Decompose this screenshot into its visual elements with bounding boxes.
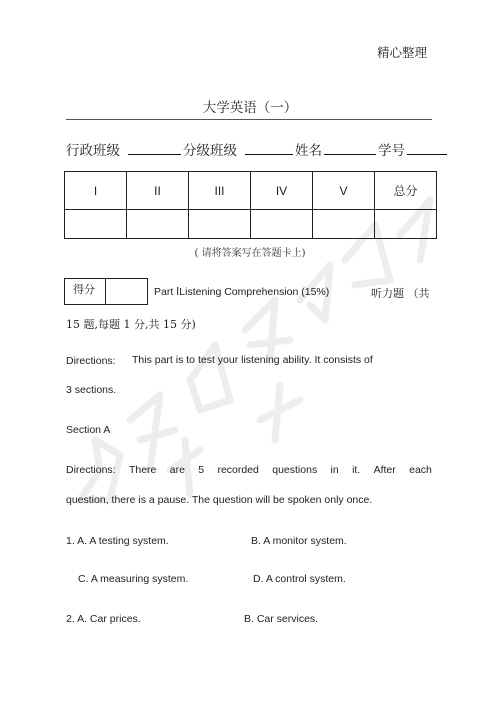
score-cell [127,210,189,239]
score-cell [313,210,375,239]
directions2-word: each [409,464,432,476]
directions2-word: in [330,464,339,476]
score-header-5: V [313,172,375,210]
score-box-divider [105,279,106,304]
score-header-2: II [127,172,189,210]
question-1-option-a: 1. A. A testing system. [66,535,169,547]
score-table [64,171,437,239]
directions2-word: it. [352,464,361,476]
question-1-option-b: B. A monitor system. [251,535,347,547]
directions2-word: Directions: [66,464,116,476]
directions1-cont: 3 sections. [66,384,117,396]
score-cell [251,210,313,239]
score-header-4: IV [251,172,313,210]
score-cell [189,210,251,239]
part1-title: Part ⅠListening Comprehension (15%) [154,286,330,298]
section-a-heading: Section A [66,424,111,436]
page-title: 大学英语（一） [202,100,298,116]
student-info-line [66,139,447,159]
score-header-total: 总分 [375,172,437,210]
directions2-cont: question, there is a pause. The question will be spoken only once. [66,494,373,506]
student-no-blank [407,142,447,155]
level-class-blank [245,142,293,155]
name-blank [324,142,376,155]
score-header-3: III [189,172,251,210]
score-box-label: 得分 [73,283,95,296]
directions2-word: questions [272,464,318,476]
level-class-label: 分级班级 [183,143,237,159]
admin-class-label: 行政班级 [66,143,120,159]
header-corner-text: 精心整理 [377,45,428,60]
directions2-word: are [169,464,185,476]
directions2-word: After [373,464,396,476]
score-cell [375,210,437,239]
directions1-text: This part is to test your listening ability. It consists of [132,354,373,366]
answer-note: ( 请将答案写在答题卡上) [194,248,306,259]
student-no-label: 学号 [378,143,405,159]
part1-cn-cont: 15 题,每题 1 分,共 15 分) [66,318,196,331]
directions1-label: Directions: [66,355,116,367]
directions2-line [66,464,432,476]
question-1-option-c: C. A measuring system. [78,573,189,585]
admin-class-blank [128,142,181,155]
score-box [64,278,148,305]
name-label: 姓名 [295,143,322,159]
score-cell [65,210,127,239]
score-header-1: I [65,172,127,210]
directions2-word: recorded [217,464,259,476]
part1-cn-title: 听力题 （共 [371,287,430,300]
question-2-option-b: B. Car services. [244,613,319,625]
directions2-word: 5 [198,464,205,476]
directions2-word: There [128,464,157,476]
title-rule [66,119,432,120]
question-2-option-a: 2. A. Car prices. [66,613,141,625]
question-1-option-d: D. A control system. [253,573,346,585]
